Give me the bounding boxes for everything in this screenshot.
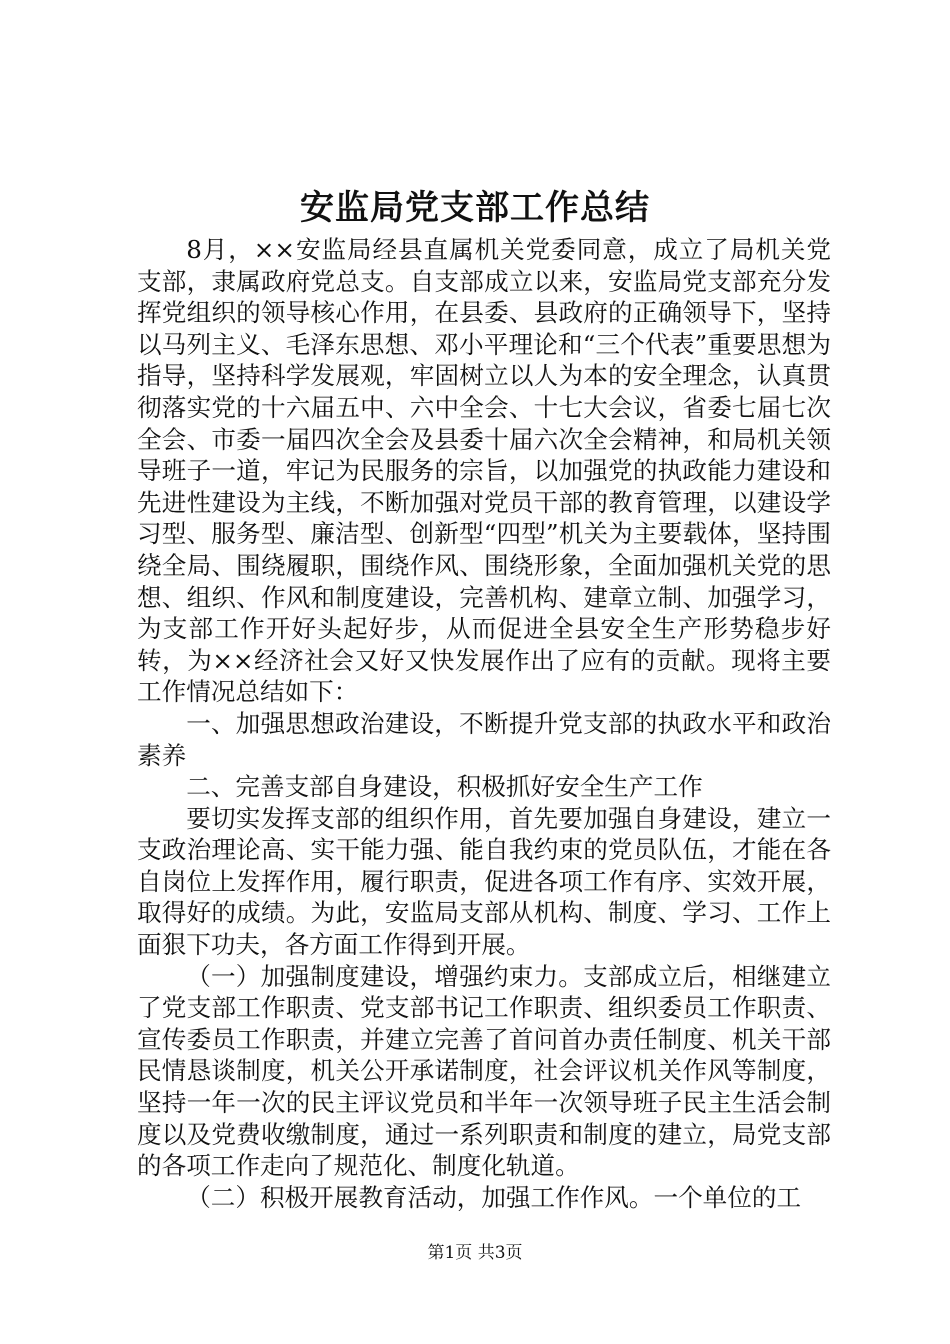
paragraph-organization: 要切实发挥支部的组织作用，首先要加强自身建设，建立一支政治理论高、实干能力强、能自我约束的党员队伍，才能在各自岗位上发挥作用，履行职责，促进各项工作有序、实效开展，取得好的成绩。为此，安监局支部从机构、制度、学习、工作上面狠下功夫，各方面工作得到开展。 (137, 803, 831, 960)
paragraph-intro: 8月，××安监局经县直属机关党委同意，成立了局机关党支部，隶属政府党总支。自支部成立以来，安监局党支部充分发挥党组织的领导核心作用，在县委、县政府的正确领导下，坚持以马列主义、毛泽东思想、邓小平理论和“三个代表”重要思想为指导，坚持科学发展观，牢固树立以人为本的安全理念，认真贯彻落实党的十六届五中、六中全会、十七大会议，省委七届七次全会、市委一届四次全会及县委十届六次全会精神，和局机关领导班子一道，牢记为民服务的宗旨，以加强党的执政能力建设和先进性建设为主线，不断加强对党员干部的教育管理，以建设学习型、服务型、廉洁型、创新型“四型”机关为主要载体，坚持围绕全局、围绕履职，围绕作风、围绕形象，全面加强机关党的思想、组织、作风和制度建设，完善机构、建章立制、加强学习，为支部工作开好头起好步，从而促进全县安全生产形势稳步好转，为××经济社会又好又快发展作出了应有的贡献。现将主要工作情况总结如下： (137, 235, 831, 707)
paragraph-system-building: （一）加强制度建设，增强约束力。支部成立后，相继建立了党支部工作职责、党支部书记工作职责、组织委员工作职责、宣传委员工作职责，并建立完善了首问首办责任制度、机关干部民情恳谈制度，机关公开承诺制度，社会评议机关作风等制度，坚持一年一次的民主评议党员和半年一次领导班子民主生活会制度以及党费收缴制度，通过一系列职责和制度的建立，局党支部的各项工作走向了规范化、制度化轨道。 (137, 961, 831, 1181)
section-heading-1: 一、加强思想政治建设，不断提升党支部的执政水平和政治素养 (137, 708, 831, 770)
document-body (137, 234, 831, 1213)
paragraph-education: （二）积极开展教育活动，加强工作作风。一个单位的工 (186, 1182, 802, 1212)
section-heading-2: 二、完善支部自身建设，积极抓好安全生产工作 (186, 772, 703, 802)
page-footer: 第1页 共3页 (427, 1243, 523, 1263)
document-title: 安监局党支部工作总结 (300, 188, 650, 228)
